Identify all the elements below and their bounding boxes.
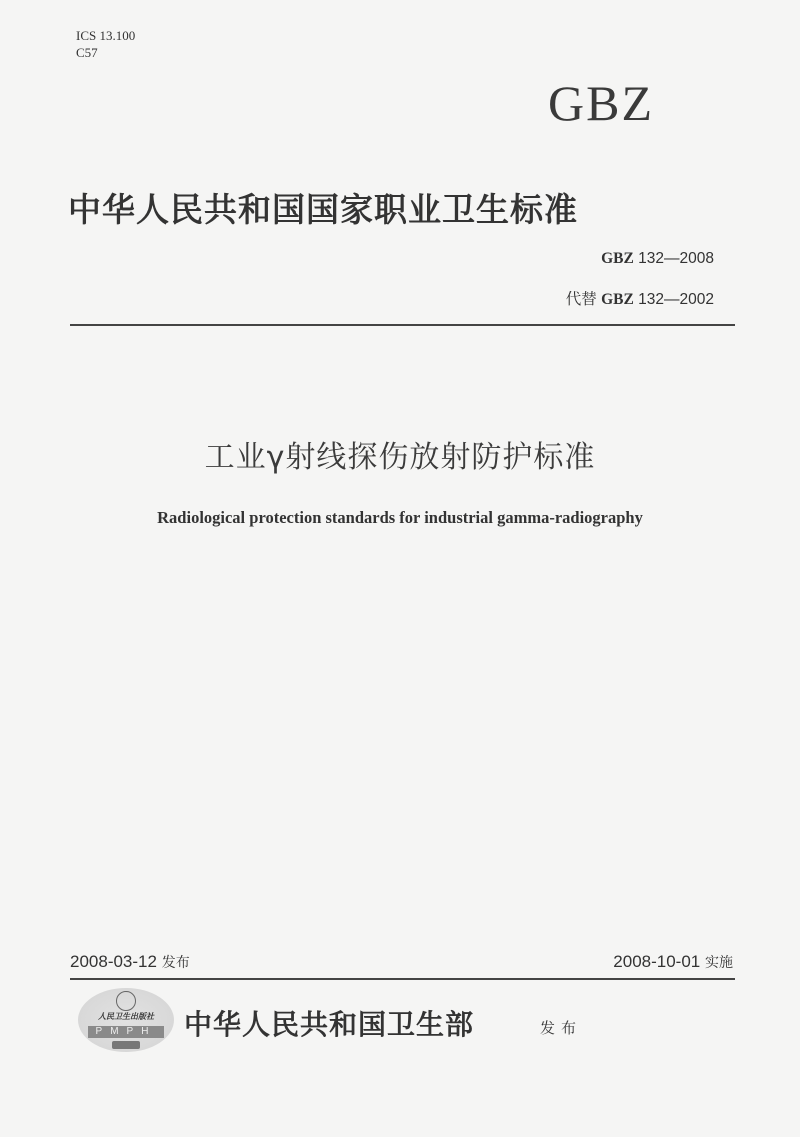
- issuing-authority: 中华人民共和国卫生部: [184, 1008, 475, 1041]
- header-divider: [70, 324, 735, 326]
- document-title-english: Radiological protection standards for industrial gamma-radiography: [157, 508, 643, 527]
- issue-date: [70, 952, 190, 972]
- effective-date-value: 2008-10-01: [613, 952, 701, 971]
- standard-number-value: 132—2008: [638, 250, 714, 267]
- replaces-number: 132—2002: [638, 291, 714, 308]
- publisher-badge-name: 人民卫生出版社: [98, 1011, 154, 1021]
- document-title-chinese: 工业γ射线探伤放射防护标准: [204, 440, 596, 475]
- issue-date-value: 2008-03-12: [70, 952, 157, 971]
- replaces-prefix: GBZ: [601, 291, 634, 308]
- ccs-code: C57: [76, 45, 98, 60]
- standard-logo: GBZ: [548, 75, 654, 131]
- publisher-emblem-icon: [116, 991, 136, 1011]
- publisher-badge-abbr: PMPH: [88, 1026, 164, 1038]
- ics-code: ICS 13.100: [76, 28, 136, 43]
- effective-date: [613, 952, 733, 972]
- replaces-label: 代替: [565, 291, 597, 308]
- standard-number-prefix: GBZ: [601, 250, 634, 267]
- standard-number: [601, 250, 714, 268]
- effective-date-label: 实施: [705, 955, 733, 971]
- publisher-badge-tag: [112, 1041, 140, 1049]
- classification-codes: [76, 27, 135, 61]
- issuing-label: 发布: [540, 1019, 583, 1037]
- standard-category: 中华人民共和国国家职业卫生标准: [68, 190, 578, 229]
- replaces-standard: [566, 287, 714, 309]
- issue-date-label: 发布: [161, 955, 190, 971]
- footer-divider: [70, 978, 735, 980]
- publisher-badge-logo: [78, 988, 174, 1052]
